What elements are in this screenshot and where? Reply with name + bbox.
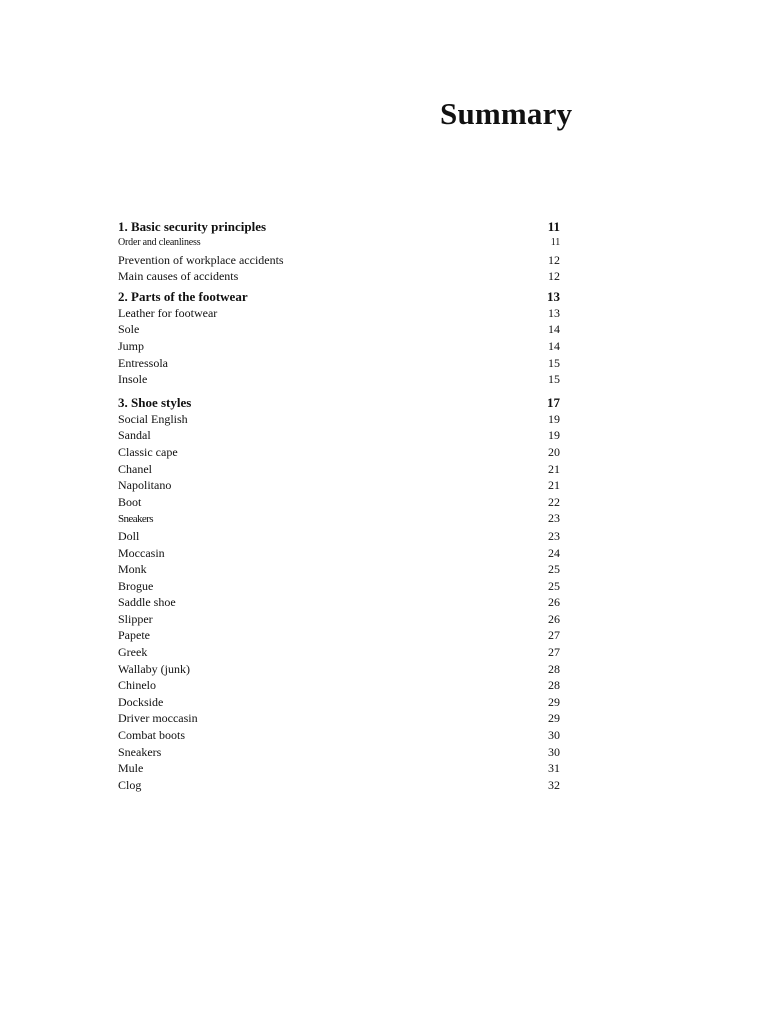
toc-entry [118,677,560,694]
toc-entry-page: 21 [548,461,560,476]
toc-entry [118,444,560,461]
toc-entry-label: Leather for footwear [118,305,218,320]
toc-entry [118,355,560,372]
toc-entry-page: 27 [548,628,560,643]
toc-entry-label: Sneakers [118,513,153,526]
toc-entry [118,727,560,744]
toc-entry-page: 26 [548,595,560,610]
toc-entry-label: Boot [118,494,142,509]
toc-entry-label: Greek [118,645,148,660]
toc-entry [118,510,560,528]
toc-entry-label: Order and cleanliness [118,237,201,248]
toc-entry [118,528,560,545]
toc-entry [118,561,560,578]
toc-entry [118,594,560,611]
toc-entry-page: 21 [548,478,560,493]
toc-entry-label: Monk [118,562,147,577]
toc-entry-page: 12 [548,252,560,267]
toc-entry-page: 28 [548,661,560,676]
toc-entry-label: Saddle shoe [118,595,176,610]
toc-entry-page: 22 [548,494,560,509]
toc-entry-label: Dockside [118,694,164,709]
toc-entry-label: Combat boots [118,728,186,743]
toc-entry-page: 15 [548,372,560,387]
toc-entry [118,338,560,355]
toc-entry [118,644,560,661]
toc-entry [118,321,560,338]
toc-entry-page: 25 [548,562,560,577]
toc-entry-label: Jump [118,338,145,353]
toc-entry [118,744,560,761]
toc-entry [118,235,560,252]
toc-entry-page: 30 [548,744,560,759]
toc-entry-label: Driver moccasin [118,711,198,726]
toc-entry [118,777,560,794]
toc-entry-label: Slipper [118,611,153,626]
toc-entry [118,760,560,777]
toc-entry-page: 12 [548,269,560,284]
toc-heading-page: 13 [547,288,560,304]
toc-entry [118,627,560,644]
toc-heading [118,394,560,411]
toc-entry-label: Main causes of accidents [118,269,239,284]
toc-entry-page: 14 [548,338,560,353]
toc-entry-page: 26 [548,611,560,626]
toc-heading-label: 3. Shoe styles [118,394,192,410]
toc-heading [118,288,560,305]
toc-entry-label: Classic cape [118,444,178,459]
toc-entry-page: 23 [548,528,560,543]
page-title: Summary [440,96,573,131]
toc-entry-page: 15 [548,355,560,370]
toc-entry-page: 24 [548,545,560,560]
toc-entry-page: 28 [548,678,560,693]
toc-entry-page: 27 [548,645,560,660]
toc-heading-page: 17 [547,394,560,410]
toc-entry-label: Insole [118,372,148,387]
toc-entry [118,461,560,478]
toc-entry-page: 29 [548,694,560,709]
toc-heading-page: 11 [547,219,560,234]
toc-entry-label: Sneakers [118,744,162,759]
toc-entry [118,578,560,595]
toc-entry-label: Napolitano [118,478,172,493]
toc-entry-page: 20 [548,444,560,459]
toc-entry-label: Chanel [118,461,152,476]
toc-entry [118,494,560,511]
toc-entry-label: Entressola [118,355,168,370]
toc-entry-page: 19 [548,428,560,443]
toc-heading-label: 2. Parts of the footwear [118,288,248,304]
toc-heading [118,218,560,235]
toc-entry-page: 32 [548,777,560,792]
toc-entry-label: Sole [118,322,140,337]
toc-entry [118,427,560,444]
toc-heading-label: 1. Basic security principles [118,219,267,234]
toc-entry-label: Social English [118,411,188,426]
toc-entry-page: 14 [548,322,560,337]
toc-entry [118,477,560,494]
toc-entry-page: 29 [548,711,560,726]
toc-entry-label: Wallaby (junk) [118,661,191,676]
toc-entry [118,305,560,322]
toc-entry [118,694,560,711]
toc-entry-label: Sandal [118,428,151,443]
toc-entry-label: Prevention of workplace accidents [118,252,284,267]
toc-entry [118,252,560,269]
table-of-contents [118,218,560,793]
toc-section-parts-of-footwear [118,288,560,388]
toc-entry-label: Chinelo [118,678,156,693]
toc-entry [118,268,560,285]
toc-entry [118,661,560,678]
toc-entry-label: Papete [118,628,150,643]
toc-entry-page: 25 [548,578,560,593]
toc-entry-label: Doll [118,528,140,543]
toc-entry-page: 30 [548,728,560,743]
toc-entry-label: Mule [118,761,144,776]
toc-entry [118,710,560,727]
toc-entry-page: 13 [548,305,560,320]
toc-entry-page: 23 [548,511,560,526]
toc-entry [118,545,560,562]
toc-entry [118,371,560,388]
toc-section-shoe-styles [118,394,560,794]
toc-entry-label: Brogue [118,578,154,593]
toc-entry-page: 11 [550,237,560,248]
toc-entry-page: 19 [548,411,560,426]
toc-entry-label: Clog [118,777,142,792]
toc-section-basic-security [118,218,560,285]
toc-entry [118,611,560,628]
toc-entry-page: 31 [548,761,560,776]
toc-entry [118,411,560,428]
toc-entry-label: Moccasin [118,545,165,560]
